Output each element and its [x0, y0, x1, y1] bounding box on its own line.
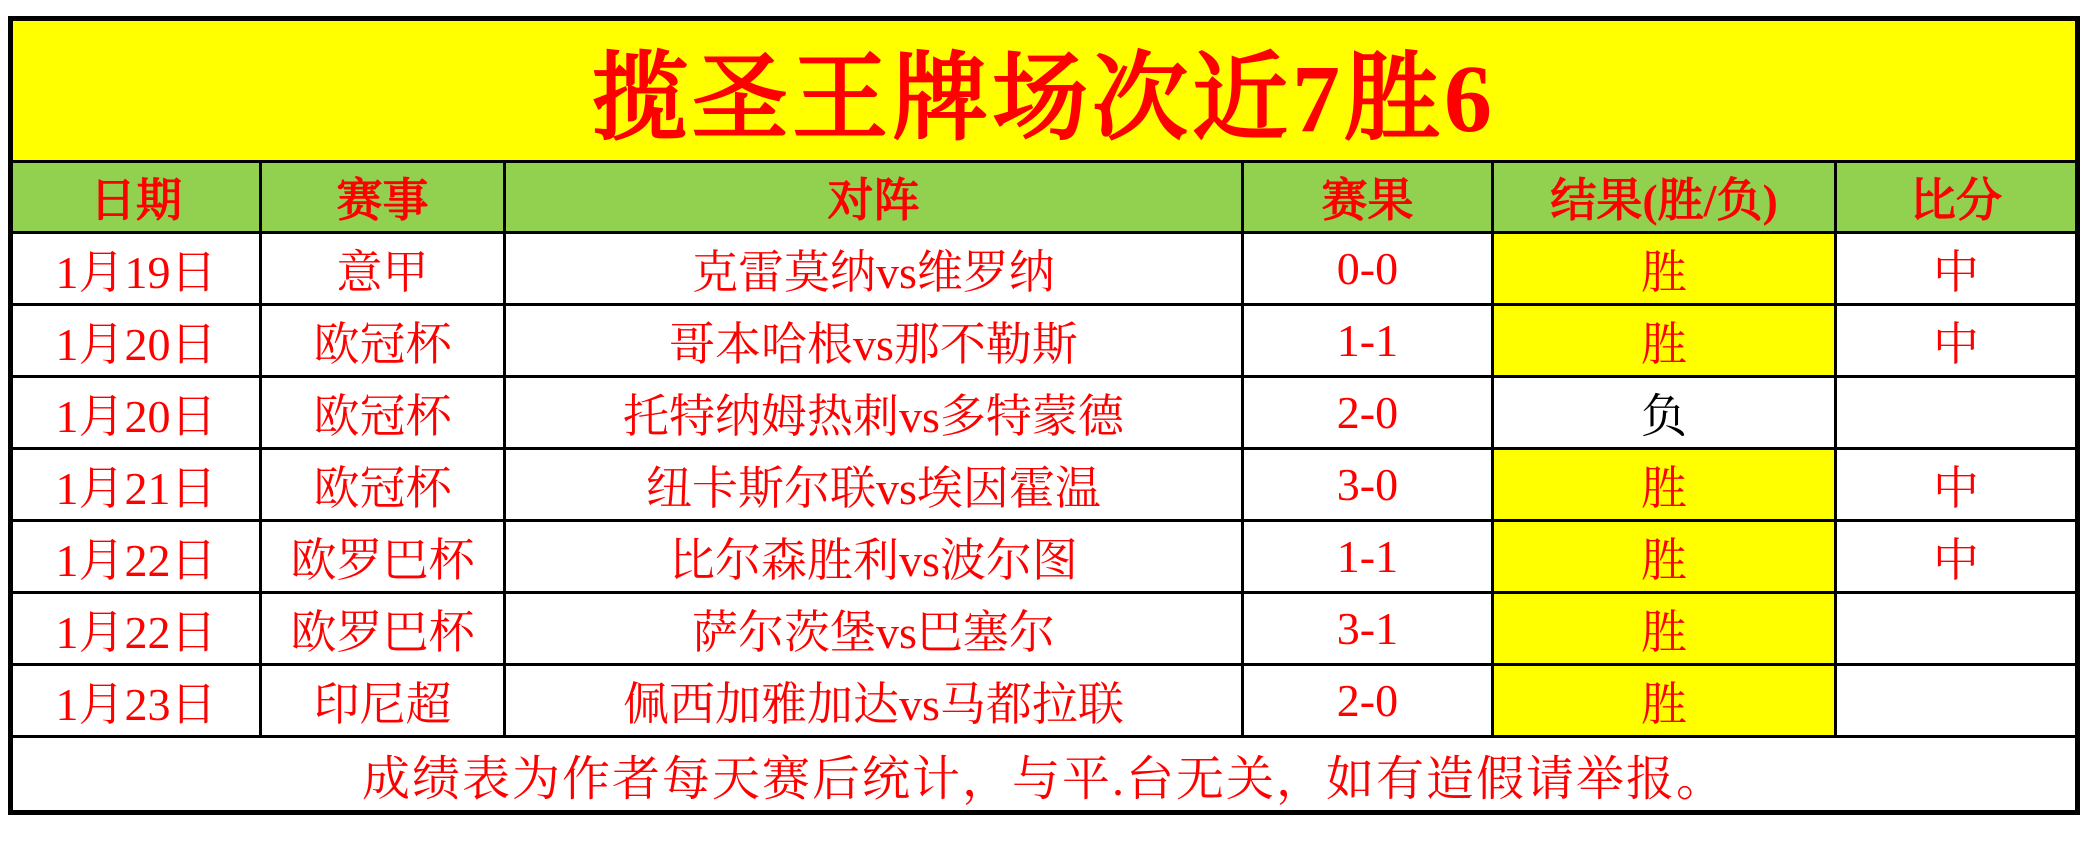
title-row — [11, 19, 2078, 162]
score-cell: 3-0 — [1242, 449, 1492, 521]
result-cell: 胜 — [1493, 305, 1836, 377]
col-header-date: 日期 — [11, 162, 261, 233]
col-header-match: 对阵 — [504, 162, 1242, 233]
date-cell: 1月22日 — [11, 521, 261, 593]
match-cell: 哥本哈根vs那不勒斯 — [504, 305, 1242, 377]
score-cell: 0-0 — [1242, 233, 1492, 305]
col-header-hit: 比分 — [1836, 162, 2078, 233]
result-cell: 胜 — [1493, 593, 1836, 665]
table-row — [11, 449, 2078, 521]
match-cell: 萨尔茨堡vs巴塞尔 — [504, 593, 1242, 665]
result-cell: 胜 — [1493, 521, 1836, 593]
footer-disclaimer: 成绩表为作者每天赛后统计，与平.台无关，如有造假请举报。 — [11, 737, 2078, 813]
score-cell: 2-0 — [1242, 377, 1492, 449]
table-row — [11, 521, 2078, 593]
result-cell: 胜 — [1493, 665, 1836, 737]
footer-row — [11, 737, 2078, 813]
table-row — [11, 233, 2078, 305]
hit-cell: 中 — [1836, 233, 2078, 305]
hit-cell: 中 — [1836, 449, 2078, 521]
table-row — [11, 665, 2078, 737]
score-cell: 3-1 — [1242, 593, 1492, 665]
page-title: 揽圣王牌场次近7胜6 — [11, 19, 2078, 162]
hit-cell — [1836, 377, 2078, 449]
league-cell: 欧冠杯 — [261, 449, 505, 521]
date-cell: 1月20日 — [11, 305, 261, 377]
match-cell: 比尔森胜利vs波尔图 — [504, 521, 1242, 593]
hit-cell: 中 — [1836, 305, 2078, 377]
col-header-result: 结果(胜/负) — [1493, 162, 1836, 233]
league-cell: 欧冠杯 — [261, 305, 505, 377]
score-cell: 1-1 — [1242, 521, 1492, 593]
col-header-league: 赛事 — [261, 162, 505, 233]
table-row — [11, 305, 2078, 377]
date-cell: 1月19日 — [11, 233, 261, 305]
result-cell: 胜 — [1493, 449, 1836, 521]
league-cell: 意甲 — [261, 233, 505, 305]
hit-cell: 中 — [1836, 521, 2078, 593]
match-cell: 克雷莫纳vs维罗纳 — [504, 233, 1242, 305]
league-cell: 印尼超 — [261, 665, 505, 737]
date-cell: 1月22日 — [11, 593, 261, 665]
table-row — [11, 377, 2078, 449]
results-table — [8, 16, 2080, 815]
score-cell: 1-1 — [1242, 305, 1492, 377]
league-cell: 欧罗巴杯 — [261, 521, 505, 593]
table-header-row — [11, 162, 2078, 233]
result-cell: 胜 — [1493, 233, 1836, 305]
table-row — [11, 593, 2078, 665]
score-cell: 2-0 — [1242, 665, 1492, 737]
match-cell: 托特纳姆热刺vs多特蒙德 — [504, 377, 1242, 449]
hit-cell — [1836, 665, 2078, 737]
date-cell: 1月23日 — [11, 665, 261, 737]
col-header-score: 赛果 — [1242, 162, 1492, 233]
league-cell: 欧罗巴杯 — [261, 593, 505, 665]
date-cell: 1月21日 — [11, 449, 261, 521]
match-cell: 佩西加雅加达vs马都拉联 — [504, 665, 1242, 737]
league-cell: 欧冠杯 — [261, 377, 505, 449]
match-cell: 纽卡斯尔联vs埃因霍温 — [504, 449, 1242, 521]
date-cell: 1月20日 — [11, 377, 261, 449]
result-cell: 负 — [1493, 377, 1836, 449]
hit-cell — [1836, 593, 2078, 665]
